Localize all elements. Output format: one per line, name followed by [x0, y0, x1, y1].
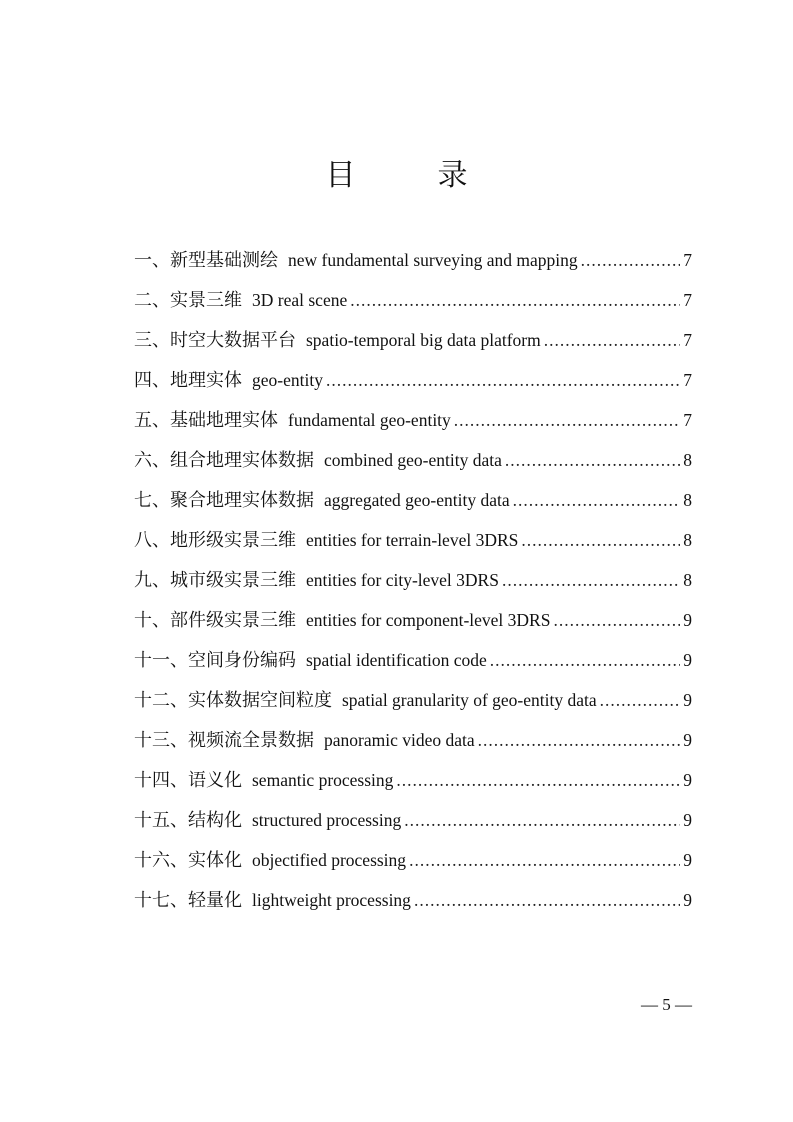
toc-entry-chinese-title: 五、基础地理实体 [134, 410, 278, 431]
toc-entry[interactable] [134, 600, 692, 640]
toc-entry[interactable] [134, 400, 692, 440]
toc-entry-english-title: new fundamental surveying and mapping [288, 250, 578, 270]
toc-entry[interactable] [134, 720, 692, 760]
toc-entry-chinese-title: 九、城市级实景三维 [134, 570, 296, 591]
toc-entry-chinese-title: 三、时空大数据平台 [134, 330, 296, 351]
toc-dot-leader [454, 400, 680, 440]
toc-entry-english-title: fundamental geo-entity [288, 410, 451, 430]
toc-entry-page-number: 8 [683, 530, 692, 550]
toc-entry-english-title: structured processing [252, 810, 402, 830]
toc-dot-leader [544, 320, 681, 360]
toc-entry-page-number: 9 [683, 850, 692, 870]
toc-entry-english-title: spatial granularity of geo-entity data [342, 690, 597, 710]
toc-dot-leader [553, 600, 680, 640]
toc-dot-leader [513, 480, 681, 520]
toc-dot-leader [414, 880, 680, 920]
toc-entry-english-title: spatio-temporal big data platform [306, 330, 541, 350]
toc-entry[interactable] [134, 360, 692, 400]
toc-entry-page-number: 7 [683, 410, 692, 430]
toc-entry-english-title: objectified processing [252, 850, 407, 870]
toc-entry-chinese-title: 十六、实体化 [134, 850, 242, 871]
toc-entry-page-number: 9 [683, 770, 692, 790]
toc-entry-english-title: aggregated geo-entity data [324, 490, 510, 510]
toc-entry[interactable] [134, 880, 692, 920]
toc-entry[interactable] [134, 560, 692, 600]
toc-entry-chinese-title: 十一、空间身份编码 [134, 650, 296, 671]
table-of-contents [134, 240, 692, 920]
toc-entry-english-title: entities for city-level 3DRS [306, 570, 499, 590]
toc-dot-leader [505, 440, 680, 480]
toc-dot-leader [350, 280, 680, 320]
toc-entry[interactable] [134, 680, 692, 720]
toc-dot-leader [478, 720, 681, 760]
toc-entry-page-number: 8 [683, 570, 692, 590]
toc-entry[interactable] [134, 640, 692, 680]
toc-entry-chinese-title: 二、实景三维 [134, 290, 242, 311]
toc-dot-leader [600, 680, 681, 720]
toc-entry-chinese-title: 十、部件级实景三维 [134, 610, 296, 631]
toc-entry-english-title: spatial identification code [306, 650, 487, 670]
toc-entry-chinese-title: 四、地理实体 [134, 370, 242, 391]
toc-entry-chinese-title: 一、新型基础测绘 [134, 250, 278, 271]
toc-dot-leader [581, 240, 681, 280]
toc-entry-english-title: geo-entity [252, 370, 323, 390]
toc-entry-page-number: 8 [683, 450, 692, 470]
toc-entry-chinese-title: 七、聚合地理实体数据 [134, 490, 314, 511]
toc-entry-page-number: 9 [683, 650, 692, 670]
toc-entry-chinese-title: 六、组合地理实体数据 [134, 450, 314, 471]
toc-entry-chinese-title: 十七、轻量化 [134, 890, 242, 911]
toc-entry-page-number: 7 [683, 370, 692, 390]
toc-dot-leader [404, 800, 680, 840]
toc-entry-page-number: 9 [683, 810, 692, 830]
toc-entry-page-number: 9 [683, 730, 692, 750]
toc-entry-page-number: 9 [683, 890, 692, 910]
toc-entry[interactable] [134, 440, 692, 480]
toc-entry[interactable] [134, 280, 692, 320]
toc-entry[interactable] [134, 800, 692, 840]
toc-dot-leader [490, 640, 680, 680]
toc-entry[interactable] [134, 840, 692, 880]
toc-entry-english-title: combined geo-entity data [324, 450, 502, 470]
toc-entry-english-title: entities for component-level 3DRS [306, 610, 551, 630]
toc-dot-leader [326, 360, 680, 400]
toc-entry-page-number: 9 [683, 610, 692, 630]
toc-entry-english-title: lightweight processing [252, 890, 411, 910]
toc-entry[interactable] [134, 760, 692, 800]
toc-entry-english-title: 3D real scene [252, 290, 348, 310]
toc-entry-chinese-title: 十四、语义化 [134, 770, 242, 791]
toc-entry-chinese-title: 十五、结构化 [134, 810, 242, 831]
toc-dot-leader [521, 520, 680, 560]
toc-entry-english-title: semantic processing [252, 770, 394, 790]
toc-entry-english-title: entities for terrain-level 3DRS [306, 530, 519, 550]
toc-entry-page-number: 7 [683, 290, 692, 310]
toc-entry[interactable] [134, 320, 692, 360]
toc-entry-page-number: 9 [683, 690, 692, 710]
toc-dot-leader [502, 560, 680, 600]
toc-entry-chinese-title: 十二、实体数据空间粒度 [134, 690, 332, 711]
toc-entry-page-number: 8 [683, 490, 692, 510]
toc-entry-chinese-title: 十三、视频流全景数据 [134, 730, 314, 751]
page-title: 目 录 [325, 158, 494, 193]
toc-entry-page-number: 7 [683, 250, 692, 270]
toc-entry-english-title: panoramic video data [324, 730, 475, 750]
toc-dot-leader [409, 840, 680, 880]
toc-entry-chinese-title: 八、地形级实景三维 [134, 530, 296, 551]
toc-entry[interactable] [134, 520, 692, 560]
toc-dot-leader [396, 760, 680, 800]
toc-entry[interactable] [134, 240, 692, 280]
toc-entry-page-number: 7 [683, 330, 692, 350]
toc-entry[interactable] [134, 480, 692, 520]
page-number: — 5 — [641, 995, 692, 1014]
